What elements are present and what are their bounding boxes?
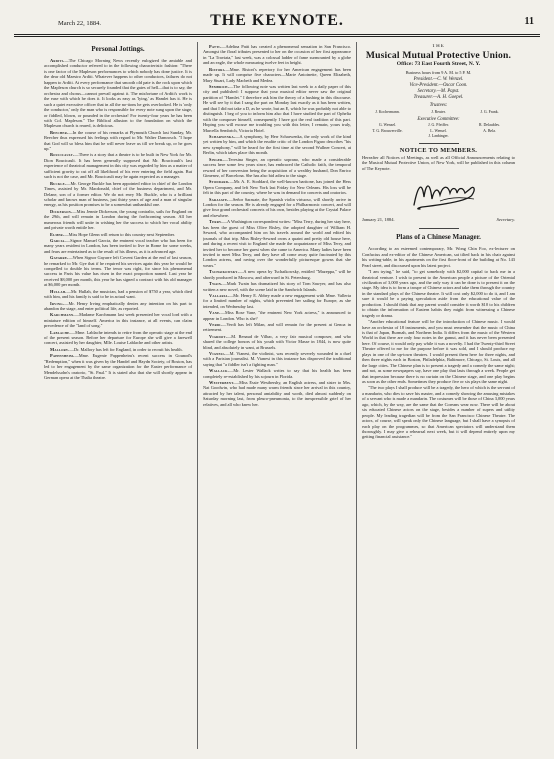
committee-member: T. G. Brouwerville. bbox=[372, 129, 403, 134]
jotting-text: Teresina Singer, an operatic soprano, who made a considerable success here some few years since, has embraced the Catholic faith, the temporal reward of her conversion being the acquisition of a wealthy husband, Don Enrico Gimenez, of Barcelona. She has also bid adieu to the stage. bbox=[203, 156, 351, 178]
jotting-item: Terry.—A Washington correspondent writes: "Miss Terry, during her stay here, has been the guest of Miss Olive Risley, the adopted daughter of William H. Seward, who accompanied him on his travels around the world and edited his journals of that trip. Miss Risley-Seward owns a quaint and pretty old house here, and during a recent visit to England she made the acquaintance of Miss Terry, and invited her to become her guest when she came to America. Many ladies have been invited to meet Miss Terry, and they have all come away quite fascinated by this London actress, and raving over the wonderfully picturesque gowns that she wears." bbox=[203, 219, 351, 268]
jotting-name: Sembrich. bbox=[209, 83, 230, 89]
jotting-name: Karchmann. bbox=[50, 312, 75, 318]
jotting-text: Mr. Henry E. Abbey made a new engagement with Mme. Valleria for a limited number of nights, which prevented her sailing for Europe, as she intended, on Wednesday last. bbox=[203, 292, 351, 309]
union-office: Office: 73 East Fourth Street, N. Y. bbox=[396, 61, 481, 68]
jotting-name: Stoddard. bbox=[209, 179, 230, 185]
notice-dateline bbox=[362, 217, 515, 222]
signature bbox=[362, 175, 515, 215]
jotting-text: The following note was written last week to a daily paper of this city and published: I suppose that your musical editor never saw the original partition of "Hamlet." I therefore ask him the theory of a hushing in this discourse. He will see by it that I sang the part on Monday last exactly as it has been written, and that I did not take a D, as he wrote, but an E, which he was probably not able to distinguish. I beg of you to inform him also that I have studied the part of Ophelia with the composer himself, consequently I have got the real tradition of this part. Hoping you will excuse me troubling you with this letter, I remain, yours truly, Marcella Sembrich, Victoria Hotel. bbox=[203, 83, 351, 133]
jotting-text: Mr. Henry Irving emphatically denies any intention on his part to abandon the stage, and enter political life, as reported. bbox=[44, 300, 192, 311]
jotting-text: A symphony, by Herr Scharwenka, the only work of the kind yet written by him, and which the erudite critic of the London Figaro describes "his new symphony," will be heard for the first time at the second Wullner Concert, at Berlin, which takes place this month. bbox=[203, 133, 351, 156]
header-rule bbox=[14, 34, 540, 37]
jotting-item: Scharwenka.—A symphony, by Herr Scharwenka, the only work of the kind yet written by him, and which the erudite critic of the London Figaro describes "his new symphony," will be heard for the first time at the second Wullner Concert, at Berlin, which takes place this month. bbox=[203, 133, 351, 156]
jotting-item: Karchmann.—Madame Karchmann last week presented her vocal lord with a miniature edition of himself. America in this instance, at all events, can claim precedence of the "land of song." bbox=[44, 312, 192, 329]
article-paragraph: "The two plays I shall produce will be a tragedy, the hero of which is the servant of a mandarin, who dies to save his master, and a comedy showing the amusing mistakes of a servant who is made a mandarin. The costumes will be those of China 3,000 years ago, which, by the way, are the same that the Coreans wear now. There will be about six educated Chinese actors on the stage, besides a number of supers and utility people. My leading tragedian will be from the San Francisco Chinese Theatre. The actors, of course, will speak only the Chinese language, but I shall have a synopsis of each play on the programmes, so that American spectators will understand them thoroughly. I may give a rehearsal next week, but it will depend entirely upon my getting financial assistance." bbox=[362, 385, 515, 440]
jotting-item: Stoddard.—Mr. A. E. Stoddard, the well-known baritone, has joined the Hess Opera Company, and left New York last Friday for New Orleans. His loss will be felt in this part of the country, where he was in demand for concerts and oratorios. bbox=[203, 179, 351, 196]
jottings-list bbox=[203, 44, 351, 407]
jotting-item: Sembrich.—The following note was written last week to a daily paper of this city and published: I suppose that your musical editor never saw the original partition of "Hamlet." I therefore ask him the theory of a hushing in this discourse. He will see by it that I sang the part on Monday last exactly as it has been written, and that I did not take a D, as he wrote, but an E, which he was probably not able to distinguish. I beg of you to inform him also that I have studied the part of Ophelia with the composer himself, consequently I have got the real tradition of this part. Hoping you will excuse me troubling you with this letter, I remain, yours truly, Marcella Sembrich, Victoria Hotel. bbox=[203, 83, 351, 133]
jotting-text: Mme. Eugenie Pappenheim's recent success in Gounod's "Redemption," when it was given by the Handel and Haydn Society, of Boston, has led to her engagement by the same organization for the Easter performance of Mendelssohn's oratorio, "St. Paul." It is stated also that she will shortly appear in German opera at the Thalia theatre. bbox=[44, 353, 192, 380]
jotting-text: Miss Essie Westbershy, an English actress, and sister to Mrs. Nat Goodwin, who had made many warm friends since her arrival in this country, attracted by her talent, personal amiability and worth, died almost suddenly on Saturday morning last, from pleuro-pneumonia, to the inexpressible grief of her relatives, and all who knew her. bbox=[203, 379, 351, 407]
jotting-name: Garcia. bbox=[50, 237, 66, 243]
jotting-item: Ristori.—Mme. Ristori's repertory for her American engagement has been made up. It will comprise five characters—Marie Antoinette, Queen Elizabeth, Mary Stuart, Lady Macbeth and Medea. bbox=[203, 66, 351, 83]
jottings-list bbox=[44, 58, 192, 380]
jotting-name: Dickerson. bbox=[50, 208, 73, 214]
jotting-item: Boucicault.—There is a story that a theatre is to be built in New York for Mr. Dion Boucicault. It has been generally supposed that Mr. Boucicault's last experience of theatrical management in this city was regarded by him as a matter of sufficient gravity to cut off all likelihood of his ever entering the field again. But such is not the case, and Mr. Boucicault may be again expected as a manager. bbox=[44, 152, 192, 180]
jotting-item: Westerbent.—Miss Essie Westbershy, an English actress, and sister to Mrs. Nat Goodwin, who had made many warm friends since her arrival in this country, attracted by her talent, personal amiability and worth, died almost suddenly on Saturday morning last, from pleuro-pneumonia, to the inexpressible grief of her relatives, and all who knew her. bbox=[203, 379, 351, 407]
jotting-item: Hullah.—Mr. Hullah, the musician, had a pension of $750 a year, which died with him, and his family is said to be in actual want. bbox=[44, 288, 192, 300]
jotting-item: Pappenheim.—Mme. Eugenie Pappenheim's recent success in Gounod's "Redemption," when it was given by the Handel and Haydn Society, of Boston, has led to her engagement by the same organization for the Easter performance of Mendelssohn's oratorio, "St. Paul." It is stated also that she will shortly appear in German opera at the Thalia theatre. bbox=[44, 353, 192, 380]
trustee: J. Kochermann. bbox=[375, 109, 400, 114]
article-heading: Plans of a Chinese Manager. bbox=[396, 233, 481, 242]
jotting-item: Buckle.—Mr. George Buckle has been appointed editor in chief of the London Times, assisted by Mr. Macdonald, chief of the business department, and Mr. Delane, son of a former editor. We do not envy Mr. Buckle, who is a brilliant scholar and knows man of business, just thirty years of age and a man of singular energy, as his position promises to be a somewhat unthankful one. bbox=[44, 180, 192, 208]
trustees-label: Trustees: bbox=[429, 103, 448, 109]
jotting-item: Vane.—Miss Rose Vane, "the eminent New York actress," is announced to appear in London. Who is she? bbox=[203, 310, 351, 321]
jotting-item: Arditi.—The Chicago Morning News recently eulogized the amiable and accomplished conductor referred to in the following characteristic fashion: "There is one factor of the Mapleson performances to which nobody has done justice. It is the dear old Maestro Arditi. Whatever happens to other conductors, failures do not happen to Arditi. At every performance that smooth old pate is the rock upon which the Mapleson church is so securely founded that the gates of hell—that is to say, the orchestra and chorus—cannot prevail against it. The misfortune of Arditi's work is the ease with which he does it. It looks as easy as 'lying,' as Hamlet has it. He is such a quiet executive officer that in all the no-tions he gets overlooked. He is 'only the conductor,' only the man who is responsible for every note sung upon the stage, or fiddled, blown, or pounded in the orchestra! For twenty-four years he has been with Col. Mapleson." The Biblical allusion to the foundation on which the Mapleson church is reared, is delicious. bbox=[44, 58, 192, 129]
jotting-name: Terry. bbox=[209, 219, 223, 225]
jotting-name: Pappenheim. bbox=[50, 353, 75, 359]
jotting-name: Verdi. bbox=[209, 321, 222, 327]
article-body bbox=[362, 246, 515, 440]
trustees-list bbox=[362, 110, 515, 115]
jotting-name: Tschaikowsky. bbox=[209, 269, 239, 275]
page-number: 11 bbox=[524, 16, 534, 27]
jotting-name: Vane. bbox=[209, 310, 221, 316]
union-name: Musical Mutual Protective Union. bbox=[365, 50, 512, 62]
jotting-text: Dr. Mallory has left for England, in order to recruit his health. bbox=[73, 346, 183, 352]
jotting-text: M. Vianesi, the violinist, was recently severely wounded in a duel with a Parisian journalist. M. Vianesi in this instance has disproved the traditional saying that "a fiddler isn't a fighting man." bbox=[203, 350, 351, 367]
column-continued-jottings bbox=[203, 44, 351, 747]
jotting-text: Miss Hope Glenn will return to this country next September. bbox=[68, 231, 175, 237]
officer-president: President.—C. W. Wenzel. bbox=[413, 77, 464, 83]
jotting-text: Miss Jennie Dickerson, the young contralto, sails for England on the 29th, and will remain in London during the forthcoming season. All her numerous friends will unite in wishing her the success to which her vocal ability and private worth entitle her. bbox=[44, 208, 192, 231]
jotting-name: Gayarre. bbox=[50, 255, 69, 261]
header-date: March 22, 1884. bbox=[58, 20, 101, 27]
jotting-text: Mr. Lester Wallack writes to say that his health has been completely re-established by his sojourn in Florida. bbox=[203, 368, 351, 379]
jotting-name: Vallaria. bbox=[209, 292, 229, 298]
jotting-text: A Washington correspondent writes: "Miss Terry, during her stay here, has been the guest of Miss Olive Risley, the adopted daughter of William H. Seward, who accompanied him on his travels around the world and edited his journals of that trip. Miss Risley-Seward owns a quaint and pretty old house here, and during a recent visit to England she made the acquaintance of Miss Terry, and invited her to become her guest when she came to America. Many ladies have been invited to meet Miss Terry, and they have all come away quite fascinated by this London actress, and raving over the wonderfully picturesque gowns that she wears." bbox=[203, 219, 351, 268]
jotting-text: A new opera by Tschaikowsky, entitled "Mazeppa," will be shortly produced in Moscow, and afterward in St. Petersburg. bbox=[203, 269, 351, 280]
business-hours: Business hours from 9 A. M. to 5 P. M. bbox=[405, 69, 472, 75]
jotting-text: The Chicago Morning News recently eulogized the amiable and accomplished conductor referred to in the following characteristic fashion: "There is one factor of the Mapleson performances to which nobody has done justice. It is the dear old Maestro Arditi. Whatever happens to other conductors, failures do not happen to Arditi. At every performance that smooth old pate is the rock upon which the Mapleson church is so securely founded that the gates of hell—that is to say, the orchestra and chorus—cannot prevail against it. The misfortune of Arditi's work is the ease with which he does it. It looks as easy as 'lying,' as Hamlet has it. He is such a quiet executive officer that in all the no-tions he gets overlooked. He is 'only the conductor,' only the man who is responsible for every note sung upon the stage, or fiddled, blown, or pounded in the orchestra! For twenty-four years he has been with Col. Mapleson." The Biblical allusion to the foundation on which the Mapleson church is reared, is delicious. bbox=[44, 58, 192, 129]
committee-member: J. G. Pfeiffer. bbox=[428, 123, 449, 128]
executive-committee-label: Executive Committee: bbox=[417, 116, 460, 122]
executive-committee-row bbox=[362, 123, 515, 128]
jotting-text: Mr. A. E. Stoddard, the well-known baritone, has joined the Hess Opera Company, and left New York last Friday for New Orleans. His loss will be felt in this part of the country, where he was in demand for concerts and oratorios. bbox=[203, 179, 351, 196]
jotting-text: M. Renaud de Vilbac, a very fair musical composer, and who shared the college honors of his youth with Victor Masse in 1844, is now quite blind, and absolutely in want, at Brussels. bbox=[203, 333, 351, 350]
jotting-name: Twain. bbox=[209, 281, 223, 287]
jotting-item: Vianesi.—M. Vianesi, the violinist, was recently severely wounded in a duel with a Parisian journalist. M. Vianesi in this instance has disproved the traditional saying that "a fiddler isn't a fighting man." bbox=[203, 350, 351, 367]
jotting-item: Mallory.—Dr. Mallory has left for England, in order to recruit his health. bbox=[50, 346, 183, 352]
jotting-text: In the course of his remarks at Plymouth Church last Sunday, Mr. Beecher thus expressed his feelings with regard to Mr. Walter Damrosch. "I hope that God will so bless him that he will never leave us till we break up, or he goes up." bbox=[44, 129, 192, 152]
jotting-text: Verdi has left Milan, and will remain for the present at Genoa in retirement. bbox=[203, 321, 351, 333]
jotting-name: Hullah. bbox=[50, 288, 67, 294]
jotting-name: Viardot. bbox=[209, 333, 227, 339]
union-advertisement bbox=[362, 44, 515, 68]
jotting-name: Lablache. bbox=[50, 329, 71, 335]
jotting-text: Mark Twain has dramatized his story of Tom Sawyer, and has also written a new novel, with the scene laid in the Sandwich Islands. bbox=[203, 281, 351, 292]
divider bbox=[419, 228, 459, 229]
committee-member: L. Wensel. bbox=[430, 129, 447, 134]
jotting-name: Arditi. bbox=[50, 58, 65, 63]
notice-role: Secretary. bbox=[496, 216, 515, 222]
jotting-text: There is a story that a theatre is to be built in New York for Mr. Dion Boucicault. It has been generally supposed that Mr. Boucicault's last experience of theatrical management in this city was regarded by him as a matter of sufficient gravity to cut off all likelihood of his ever entering the field again. But such is not the case, and Mr. Boucicault may be again expected as a manager. bbox=[44, 152, 192, 180]
jotting-item: Viardot.—M. Renaud de Vilbac, a very fair musical composer, and who shared the college honors of his youth with Victor Masse in 1844, is now quite blind, and absolutely in want, at Brussels. bbox=[203, 333, 351, 350]
jotting-item: Wallack.—Mr. Lester Wallack writes to say that his health has been completely re-established by his sojourn in Florida. bbox=[203, 368, 351, 379]
jotting-name: Sarasate. bbox=[209, 196, 229, 202]
jotting-item: Garcia.—Signor Manuel Garcia, the eminent vocal teacher who has been for many years resident in London, has been invited to live in Rome for some weeks, and fears are entertained as to the result of his illness, as it is advanced age. bbox=[44, 237, 192, 254]
trustee: J. G. Frank. bbox=[480, 109, 499, 114]
section-heading: Personal Jottings. bbox=[91, 45, 145, 53]
notice-heading: NOTICE TO MEMBERS. bbox=[399, 147, 478, 155]
jotting-name: Patti. bbox=[209, 44, 222, 49]
jotting-item: Patti.—Adelina Patti has created a phenomenal sensation in San Francisco. Amongst the floral tributes presented to her on the occasion of her first appearance in "La Traviata," last week, was a colossal ladder of fame surmounted by a globe and an eagle, the whole measuring twelve feet in height. bbox=[203, 44, 351, 66]
jotting-name: Westerbent. bbox=[209, 379, 235, 385]
jotting-name: Boucicault. bbox=[50, 152, 75, 158]
divider bbox=[419, 143, 459, 144]
jotting-text: Mr. George Buckle has been appointed editor in chief of the London Times, assisted by Mr. Macdonald, chief of the business department, and Mr. Delane, son of a former editor. We do not envy Mr. Buckle, who is a brilliant scholar and knows man of business, just thirty years of age and a man of singular energy, as his position promises to be a somewhat unthankful one. bbox=[44, 180, 192, 208]
column-divider bbox=[356, 42, 357, 749]
jotting-text: Signor Manuel Garcia, the eminent vocal teacher who has been for many years resident in London, has been invited to live in Rome for some weeks, and fears are entertained as to the result of his illness, as it is advanced age. bbox=[44, 237, 192, 254]
jotting-text: Mme. Ristori's repertory for her American engagement has been made up. It will comprise five characters—Marie Antoinette, Queen Elizabeth, Mary Stuart, Lady Macbeth and Medea. bbox=[203, 66, 351, 83]
jotting-item: Beecher.—In the course of his remarks at Plymouth Church last Sunday, Mr. Beecher thus expressed his feelings with regard to Mr. Walter Damrosch. "I hope that God will so bless him that he will never leave us till we break up, or he goes up." bbox=[44, 129, 192, 152]
jotting-text: Miss Rose Vane, "the eminent New York actress," is announced to appear in London. Who is she? bbox=[203, 310, 351, 321]
jotting-text: Mme. Lablache intends to retire from the operatic stage at the end of the present season. Before her departure for Europe she will give a farewell concert, assisted by her daughter, Mlle. Louise Lablache and other artists. bbox=[44, 329, 192, 346]
jotting-text: Señor Sarasate, the Spanish violin virtuoso, will shortly arrive in London for the season. He is already engaged for a Philharmonic concert, and will give four grand orchestral concerts of his own, besides playing at the Crystal Palace and elsewhere. bbox=[203, 196, 351, 218]
article-paragraph: "I am trying," he said, "to get somebody with $2,000 capital to back me in a theatrical venture. I wish to present to the American people a picture of the Oriental civilization of 3,000 years ago, and the only way it can be done is to present it on the stage. My idea is to form a troupe of Chinese actors and take them through the country in the standard plays of the Chinese theatre. It will cost only $2,000 to do it, and I am sure it would be a paying speculation aside from the educational value of the production. I should think that any parent would consider it worth $10 to his children to obtain the information of Eastern habits they might from witnessing a Chinese tragedy or drama. bbox=[362, 269, 515, 318]
jotting-name: Mallory. bbox=[50, 346, 70, 352]
column-union-notices bbox=[362, 44, 515, 747]
jotting-name: Scharwenka. bbox=[209, 133, 236, 139]
jotting-text: Mr. Hullah, the musician, had a pension of $750 a year, which died with him, and his family is said to be in actual want. bbox=[44, 288, 192, 300]
jotting-name: Vianesi. bbox=[209, 350, 226, 356]
masthead-title: THE KEYNOTE. bbox=[210, 12, 344, 29]
jotting-name: Beecher. bbox=[50, 129, 69, 135]
notice-date: January 21, 1884. bbox=[362, 216, 395, 222]
jotting-item: Elmer.—Miss Hope Glenn will return to this country next September. bbox=[50, 231, 175, 237]
jotting-text: When Signor Gayarre left Covent Garden at the end of last season, he remarked to Mr. Gye that if he required his services again this year he would be compelled to double his terms. The tenor was right, for since his phenomenal success in Paris his value has risen in the exact proportion named. Last year he received $8,000 per month, this year he has signed a contract with his old manager at $6,000 per month. bbox=[44, 255, 192, 288]
trustee: J. Reuter. bbox=[431, 109, 446, 114]
jotting-item: Lablache.—Mme. Lablache intends to retire from the operatic stage at the end of the present season. Before her departure for Europe she will give a farewell concert, assisted by her daughter, Mlle. Louise Lablache and other artists. bbox=[44, 329, 192, 346]
jotting-name: Buckle. bbox=[50, 180, 67, 186]
committee-member: A. Bela. bbox=[483, 129, 496, 134]
committee-member: G. Wenzel. bbox=[378, 123, 397, 128]
notice-body: Hereafter all Notices of Meetings, as well as all Official Announcements relating to the Musical Mutual Protective Union, of New York, will be published in this column of The Keynote. bbox=[362, 154, 515, 171]
article-paragraph: According to an esteemed contemporary, Mr. Wong Chin Foo, ex-lecturer on Confucius and ex-editor of the Chinese American, sat tilted back in his chair against his writing-table, in his apartments on the first floor-front of the building at No. 143 Pearl street, and discoursed upon his latest project. bbox=[362, 246, 515, 268]
jotting-item: Singer.—Teresina Singer, an operatic soprano, who made a considerable success here some few years since, has embraced the Catholic faith, the temporal reward of her conversion being the acquisition of a wealthy husband, Don Enrico Gimenez, of Barcelona. She has also bid adieu to the stage. bbox=[203, 156, 351, 178]
jotting-item: Tschaikowsky.—A new opera by Tschaikowsky, entitled "Mazeppa," will be shortly produced in Moscow, and afterward in St. Petersburg. bbox=[203, 269, 351, 280]
jotting-name: Wallack. bbox=[209, 368, 229, 374]
jotting-name: Elmer. bbox=[50, 231, 65, 237]
page-header bbox=[14, 10, 540, 34]
jotting-item: Verdi.—Verdi has left Milan, and will remain for the present at Genoa in retirement. bbox=[203, 321, 351, 333]
jotting-item: Dickerson.—Miss Jennie Dickerson, the young contralto, sails for England on the 29th, and will remain in London during the forthcoming season. All her numerous friends will unite in wishing her the success to which her vocal ability and private worth entitle her. bbox=[44, 208, 192, 231]
column-personal-jottings bbox=[44, 44, 192, 747]
officer-treasurer: Treasurer.—A. H. Goepel. bbox=[413, 95, 464, 101]
officer-vice-president: Vice-President.—Oscar Coon. bbox=[409, 83, 468, 89]
ad-article: THE bbox=[432, 44, 445, 49]
jotting-item: Vallaria.—Mr. Henry E. Abbey made a new engagement with Mme. Valleria for a limited number of nights, which prevented her sailing for Europe, as she intended, on Wednesday last. bbox=[203, 292, 351, 309]
jotting-item: Sarasate.—Señor Sarasate, the Spanish violin virtuoso, will shortly arrive in London for the season. He is already engaged for a Philharmonic concert, and will give four grand orchestral concerts of his own, besides playing at the Crystal Palace and elsewhere. bbox=[203, 196, 351, 218]
committee-member: J. Lanbinger. bbox=[428, 134, 449, 139]
jotting-item: Twain.—Mark Twain has dramatized his story of Tom Sawyer, and has also written a new novel, with the scene laid in the Sandwich Islands. bbox=[203, 281, 351, 292]
committee-member: R. Delaubles. bbox=[478, 123, 501, 128]
signature-image bbox=[410, 175, 480, 213]
jotting-item: Irving.—Mr. Henry Irving emphatically denies any intention on his part to abandon the stage, and enter political life, as reported. bbox=[44, 300, 192, 311]
jotting-name: Ristori. bbox=[209, 66, 226, 72]
column-divider bbox=[197, 42, 198, 749]
officer-secretary: Secretary.—M. Papst. bbox=[417, 89, 460, 95]
jotting-name: Irving. bbox=[50, 300, 65, 306]
article-paragraph: "Another educational feature will be the introduction of Chinese music. I would have an orchestra of 18 instruments, and you must remember that the music of China is that of Japan, Burmah, and Northern India. It differs from the music of the Western World in that there are only four notes in the gamut, and it has never been presented here. Of course, it would only pay while it was a novelty. I had the Twenty-third Street Theatre offered to me for the purpose before it was sold, and I should produce my plays in one of the up-town theatres. I would present them here for three nights, and then three nights each in Boston, Philadelphia, Baltimore, Chicago, St. Louis, and all the large cities. The Chinese plan is to present a tragedy and a comedy the same night; and not, as some newspapers say, have one play that lasts through a week. People get that impression because there is no curtain on the Chinese stage, and one play begins as soon as the other ends. Sometimes they produce five or six plays the same night. bbox=[362, 319, 515, 385]
jotting-name: Singer. bbox=[209, 156, 224, 162]
jotting-text: Madame Karchmann last week presented her vocal lord with a miniature edition of himself. America in this instance, at all events, can claim precedence of the "land of song." bbox=[44, 312, 192, 329]
jotting-text: Adelina Patti has created a phenomenal sensation in San Francisco. Amongst the floral tributes presented to her on the occasion of her first appearance in "La Traviata," last week, was a colossal ladder of fame surmounted by a globe and an eagle, the whole measuring twelve feet in height. bbox=[203, 44, 351, 66]
jotting-item: Gayarre.—When Signor Gayarre left Covent Garden at the end of last season, he remarked to Mr. Gye that if he required his services again this year he would be compelled to double his terms. The tenor was right, for since his phenomenal success in Paris his value has risen in the exact proportion named. Last year he received $8,000 per month, this year he has signed a contract with his old manager at $6,000 per month. bbox=[44, 255, 192, 288]
